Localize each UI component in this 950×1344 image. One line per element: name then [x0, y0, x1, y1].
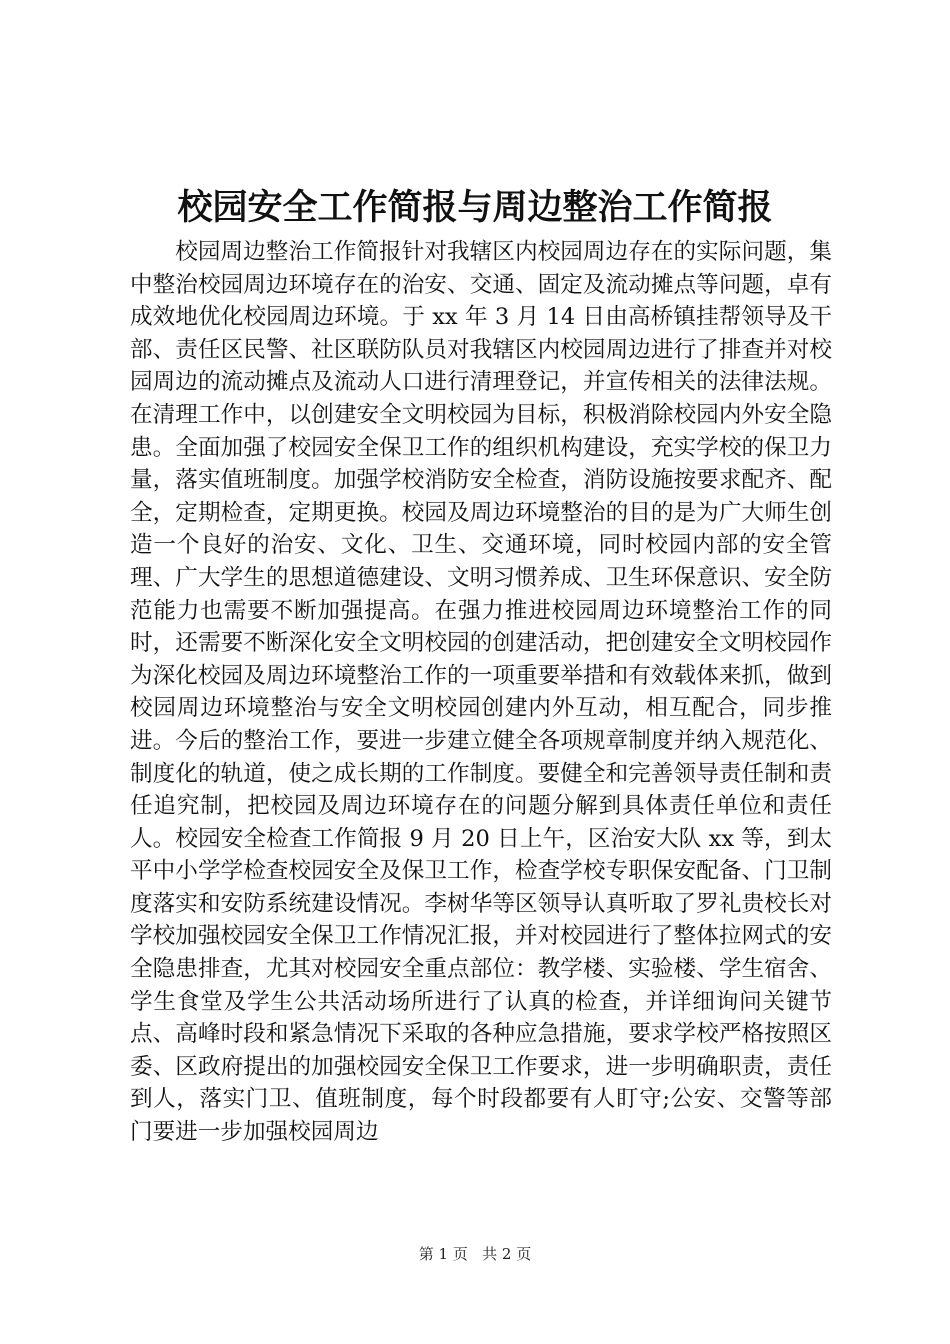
body-paragraph: 校园周边整治工作简报针对我辖区内校园周边存在的实际问题，集中整治校园周边环境存在的治安、交通、固定及流动摊点等问题，卓有成效地优化校园周边环境。于 xx 年 3 月 14 日由高桥镇挂帮领导及干部、责任区民警、社区联防队员对我辖区内校园周边进行了排查并对校园周边的流动摊点及流动人口进行清理登记，并宣传相关的法律法规。在清理工作中，以创建安全文明校园为目标，积极消除校园内外安全隐患。全面加强了校园安全保卫工作的组织机构建设，充实学校的保卫力量，落实值班制度。加强学校消防安全检查，消防设施按要求配齐、配全，定期检查，定期更换。校园及周边环境整治的目的是为广大师生创造一个良好的治安、文化、卫生、交通环境，同时校园内部的安全管理、广大学生的思想道德建设、文明习惯养成、卫生环保意识、安全防范能力也需要不断加强提高。在强力推进校园周边环境整治工作的同时，还需要不断深化安全文明校园的创建活动，把创建安全文明校园作为深化校园及周边环境整治工作的一项重要举措和有效载体来抓，做到校园周边环境整治与安全文明校园创建内外互动，相互配合，同步推进。今后的整治工作，要进一步建立健全各项规章制度并纳入规范化、制度化的轨道，使之成长期的工作制度。要健全和完善领导责任制和责任追究制，把校园及周边环境存在的问题分解到具体责任单位和责任人。校园安全检查工作简报 9 月 20 日上午，区治安大队 xx 等，到太平中小学学检查校园安全及保卫工作，检查学校专职保安配备、门卫制度落实和安防系统建设情况。李树华等区领导认真听取了罗礼贵校长对学校加强校园安全保卫工作情况汇报，并对校园进行了整体拉网式的安全隐患排查，尤其对校园安全重点部位：教学楼、实验楼、学生宿舍、学生食堂及学生公共活动场所进行了认真的检查，并详细询问关键节点、高峰时段和紧急情况下采取的各种应急措施，要求学校严格按照区委、区政府提出的加强校园安全保卫工作要求，进一步明确职责，责任到人，落实门卫、值班制度，每个时段都要有人盯守;公安、交警等部门要进一步加强校园周边: [130, 239, 832, 1146]
document-title: 校园安全工作简报与周边整治工作简报: [177, 187, 773, 228]
page-total: 共 2 页: [482, 1245, 532, 1263]
page-number: 第 1 页: [418, 1245, 468, 1263]
page-footer: [0, 1243, 950, 1265]
